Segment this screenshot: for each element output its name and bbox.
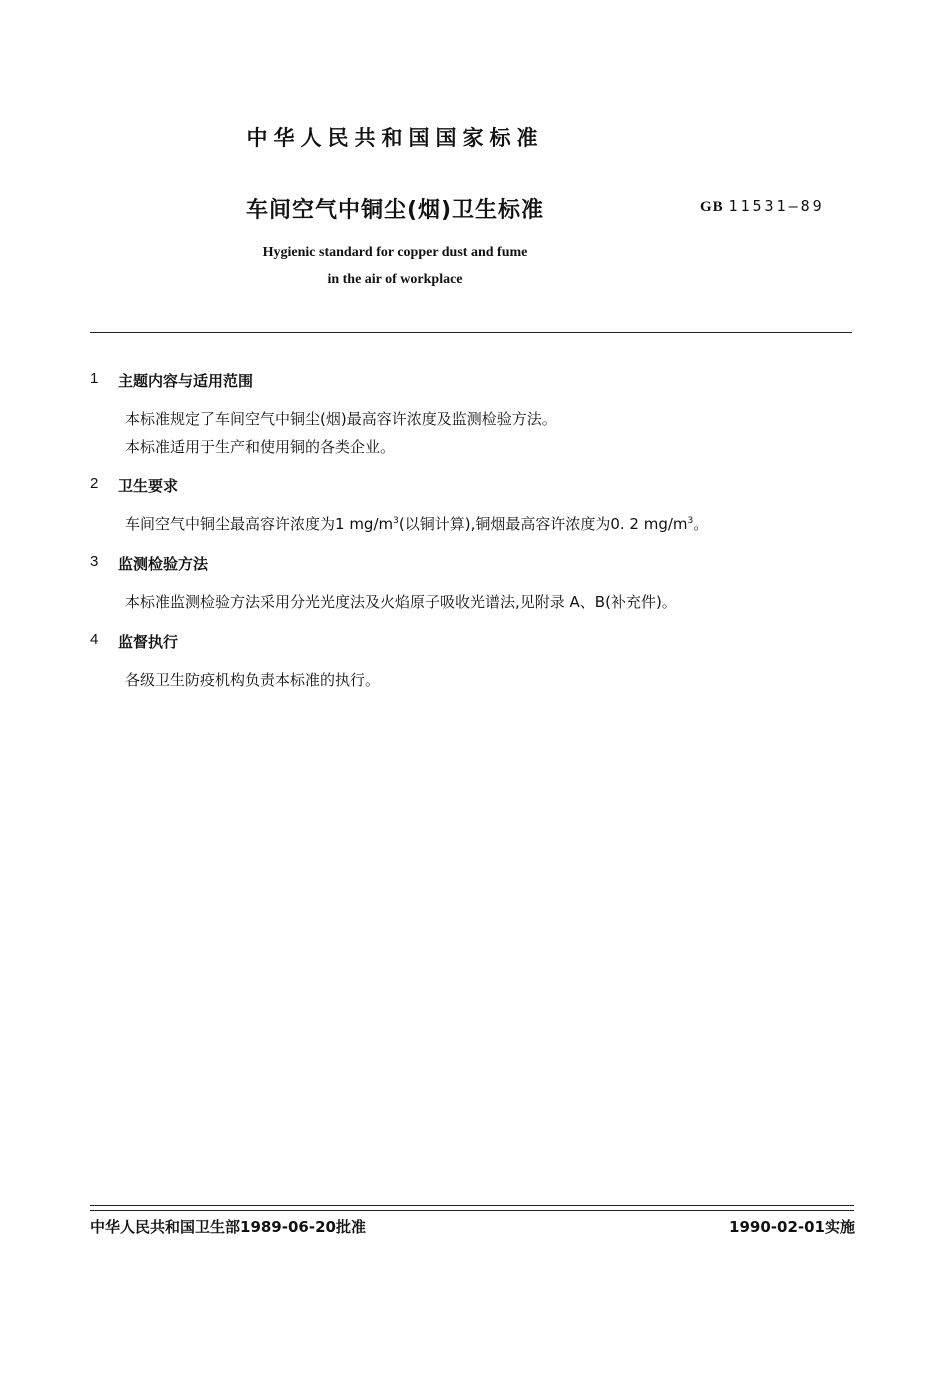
section-2-heading: 卫生要求	[118, 477, 179, 495]
approval-statement: 中华人民共和国卫生部1989-06-20批准	[90, 1218, 366, 1236]
standard-code-prefix: GB	[700, 199, 724, 215]
section-1-heading: 主题内容与适用范围	[118, 372, 254, 390]
document-title-cn: 车间空气中铜尘(烟)卫生标准	[245, 198, 545, 223]
footer-divider-bottom	[90, 1210, 854, 1211]
section-3-number: 3	[90, 553, 99, 570]
section-3-heading: 监测检验方法	[118, 555, 209, 573]
document-title-en-line1: Hygienic standard for copper dust and fume	[262, 245, 528, 260]
standard-code	[700, 197, 825, 216]
section-4-heading: 监督执行	[118, 633, 179, 651]
header-divider	[90, 332, 852, 333]
section-2-text-c: 。	[693, 515, 709, 533]
section-3-paragraph: 本标准监测检验方法采用分光光度法及火焰原子吸收光谱法,见附录 A、B(补充件)。	[125, 593, 677, 611]
document-title-en-line2: in the air of workplace	[327, 272, 463, 287]
implementation-date: 1990-02-01实施	[729, 1218, 855, 1236]
section-2-paragraph	[125, 513, 708, 534]
section-1-paragraph-2: 本标准适用于生产和使用铜的各类企业。	[125, 438, 396, 456]
section-2-sup-1: 3	[393, 516, 399, 526]
footer-divider-top	[90, 1205, 854, 1206]
section-4-paragraph: 各级卫生防疫机构负责本标准的执行。	[125, 671, 381, 689]
section-2-sup-2: 3	[687, 516, 694, 526]
national-standard-title: 中华人民共和国国家标准	[246, 126, 544, 150]
section-1-paragraph-1: 本标准规定了车间空气中铜尘(烟)最高容许浓度及监测检验方法。	[125, 410, 557, 428]
section-2-text-a: 车间空气中铜尘最高容许浓度为1 mg/m	[125, 515, 394, 533]
standard-code-number: 11531—89	[728, 197, 825, 215]
section-1-number: 1	[90, 370, 99, 387]
section-2-number: 2	[90, 475, 99, 492]
section-2-text-b: (以铜计算),铜烟最高容许浓度为0. 2 mg/m	[398, 515, 688, 533]
section-4-number: 4	[90, 631, 99, 648]
